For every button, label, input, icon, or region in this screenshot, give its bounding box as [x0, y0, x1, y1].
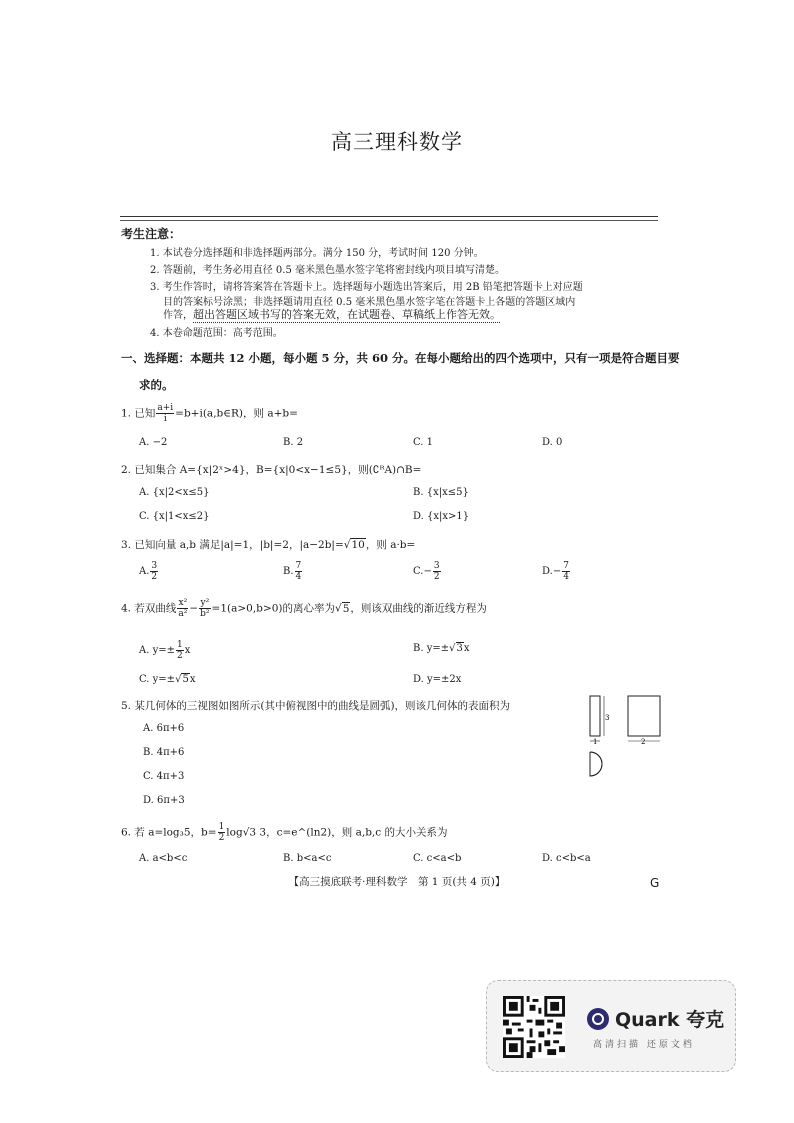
sqrt-icon: √: [334, 602, 342, 615]
q4-text-pre: 4. 若双曲线: [121, 602, 177, 615]
q4-frac-y: [199, 598, 210, 619]
q3-a-label: A.: [139, 566, 150, 577]
notice-item-3-cont: 目的答案标号涂黑；非选择题请用直径 0.5 毫米黑色墨水签字笔在答题卡上各题的答题区域内: [163, 297, 576, 308]
notice-item-1: 1. 本试卷分选择题和非选择题两部分。满分 150 分，考试时间 120 分钟。: [150, 248, 484, 259]
q4-a-frac: [176, 640, 184, 661]
q4-frac-x: [177, 598, 188, 619]
q3-c-frac: [433, 561, 441, 582]
q4-c-post: x: [189, 674, 196, 685]
q3-b-label: B.: [283, 566, 294, 577]
q3-b-den: 4: [295, 572, 302, 582]
quark-tagline: 高清扫描 还原文档: [593, 1040, 695, 1050]
side-view: [628, 696, 660, 736]
q4-f1-num: x²: [178, 598, 188, 608]
q4-b-pre: B. y=±: [413, 643, 450, 654]
q3-c-num: 3: [433, 561, 440, 571]
question-1-stem: [121, 403, 298, 424]
q3-text-post: ，则 a·b=: [365, 539, 416, 551]
quark-brand: [587, 1005, 724, 1032]
notice-item-3-end: [163, 306, 501, 322]
q4-option-b: [413, 643, 470, 654]
notice-item-3-tail: 作答，: [163, 310, 193, 321]
quark-brand-text: Quark 夸克: [615, 1009, 725, 1031]
q1-option-c: C. 1: [413, 437, 434, 448]
q2-option-d: D. {x|x>1}: [413, 511, 470, 522]
q3-c-den: 2: [433, 572, 440, 582]
q3-b-frac: [295, 561, 303, 582]
q2-option-c: C. {x|1<x≤2}: [139, 511, 210, 522]
sqrt-icon: √: [175, 674, 182, 685]
quark-badge[interactable]: [486, 980, 736, 1072]
q4-option-c: [139, 674, 195, 685]
q1-text-post: =b+i(a,b∈R)，则 a+b=: [175, 407, 298, 420]
top-view-curve: [590, 752, 602, 776]
sqrt-icon: √: [343, 539, 351, 551]
question-4-stem: [121, 598, 487, 619]
quark-logo-icon: [587, 1008, 609, 1030]
sqrt-icon: √: [449, 643, 456, 654]
question-3-stem: [121, 537, 415, 552]
q3-a-num: 3: [151, 561, 158, 571]
q1-fraction: [156, 403, 174, 424]
q1-frac-den: i: [163, 414, 167, 424]
q4-text-mid: =1(a>0,b>0)的离心率为: [211, 602, 335, 615]
q3-a-frac: [150, 561, 158, 582]
section-heading: 一、选择题：本题共 12 小题，每小题 5 分，共 60 分。在每小题给出的四个选项中，只有一项是符合题目要: [121, 351, 680, 365]
q4-minus: −: [189, 602, 199, 615]
q4-b-sqrt: 3: [456, 643, 463, 654]
q6-fraction: [218, 822, 226, 843]
q3-sqrt-value: 10: [351, 539, 365, 551]
notice-heading: 考生注意：: [121, 227, 182, 241]
q3-a-den: 2: [151, 572, 158, 582]
question-2-stem: 2. 已知集合 A={x|2ˣ>4}，B={x|0<x−1≤5}，则(∁ᴿA)∩B=: [121, 464, 422, 476]
three-view-figure: [580, 692, 670, 788]
q3-option-d: [542, 561, 571, 582]
notice-item-4: 4. 本卷命题范围：高考范围。: [150, 328, 283, 339]
width2-label: 2: [641, 738, 646, 746]
question-5-stem: 5. 某几何体的三视图如图所示(其中俯视图中的曲线是圆弧)，则该几何体的表面积为: [121, 700, 511, 712]
header-rule-thick: [120, 216, 658, 217]
q3-text-pre: 3. 已知向量 a,b 满足|a|=1，|b|=2，|a−2b|=: [121, 539, 344, 551]
q3-option-a: [139, 561, 159, 582]
top-view-arc: [590, 752, 602, 776]
page-footer: 【高三摸底联考·理科数学 第 1 页(共 4 页)】: [288, 876, 506, 888]
q6-option-a: A. a<b<c: [139, 853, 188, 864]
q3-option-c: [413, 561, 442, 582]
q5-option-a: A. 6π+6: [143, 723, 185, 734]
q6-frac-num: 1: [218, 822, 225, 832]
notice-item-2: 2. 答题前，考生务必用直径 0.5 毫米黑色墨水签字笔将密封线内项目填写清楚。: [150, 265, 505, 276]
q4-f2-den: b²: [200, 609, 210, 619]
q3-c-label: C.: [413, 566, 424, 577]
notice-item-3: 3. 考生作答时，请将答案答在答题卡上。选择题每小题选出答案后，用 2B 铅笔把答题卡上对应题: [150, 282, 583, 293]
q2-option-b: B. {x|x≤5}: [413, 487, 469, 498]
q3-d-den: 4: [563, 572, 569, 582]
q6-frac-den: 2: [218, 833, 225, 843]
q4-c-sqrt: 5: [182, 674, 189, 685]
q2-option-a: A. {x|2<x≤5}: [139, 487, 210, 498]
q3-b-num: 7: [295, 561, 302, 571]
q3-c-sign: −: [423, 566, 432, 577]
q1-option-a: A. −2: [139, 437, 168, 448]
q4-option-a: [139, 640, 190, 661]
q4-option-d: D. y=±2x: [413, 674, 462, 685]
q4-a-den: 2: [177, 651, 183, 661]
q3-d-sign: −: [552, 566, 562, 577]
notice-emphasis: 超出答题区域书写的答案无效，在试题卷、草稿纸上作答无效。: [193, 308, 501, 321]
q4-a-pre: A. y=±: [139, 645, 175, 656]
height-label: 3: [605, 714, 610, 722]
header-rule-thin: [120, 220, 658, 221]
q6-text-pre: 6. 若 a=log₃5，b=: [121, 826, 217, 839]
section-heading-cont: 求的。: [139, 378, 174, 392]
q6-option-b: B. b<a<c: [283, 853, 332, 864]
q4-f2-num: y²: [200, 598, 210, 608]
q5-option-c: C. 4π+3: [143, 771, 185, 782]
q4-c-pre: C. y=±: [139, 674, 176, 685]
q3-d-frac: [562, 561, 570, 582]
q1-option-d: D. 0: [542, 437, 563, 448]
page-title: 高三理科数学: [331, 130, 463, 154]
q3-d-label: D.: [542, 566, 553, 577]
q1-frac-num: a+i: [157, 403, 174, 413]
q4-text-post: ，则该双曲线的渐近线方程为: [350, 602, 487, 615]
q3-d-num: 7: [563, 561, 569, 571]
question-6-stem: [121, 822, 447, 843]
q1-text-pre: 1. 已知: [121, 407, 156, 420]
qr-code-icon: [503, 996, 565, 1058]
q1-option-b: B. 2: [283, 437, 304, 448]
q4-b-post: x: [463, 643, 470, 654]
paper-mark: G: [650, 876, 660, 890]
q3-option-b: [283, 561, 303, 582]
q4-f1-den: a²: [178, 609, 188, 619]
q4-sqrt-value: 5: [342, 602, 350, 615]
width1-label: 1: [593, 738, 598, 746]
q6-option-d: D. c<b<a: [542, 853, 591, 864]
q4-a-post: x: [184, 645, 191, 656]
q6-option-c: C. c<a<b: [413, 853, 462, 864]
q6-text-post: log√3 3，c=e^(ln2)，则 a,b,c 的大小关系为: [226, 826, 448, 839]
q4-a-num: 1: [177, 640, 183, 650]
q5-option-d: D. 6π+3: [143, 795, 185, 806]
q5-option-b: B. 4π+6: [143, 747, 185, 758]
front-view: [590, 696, 600, 736]
